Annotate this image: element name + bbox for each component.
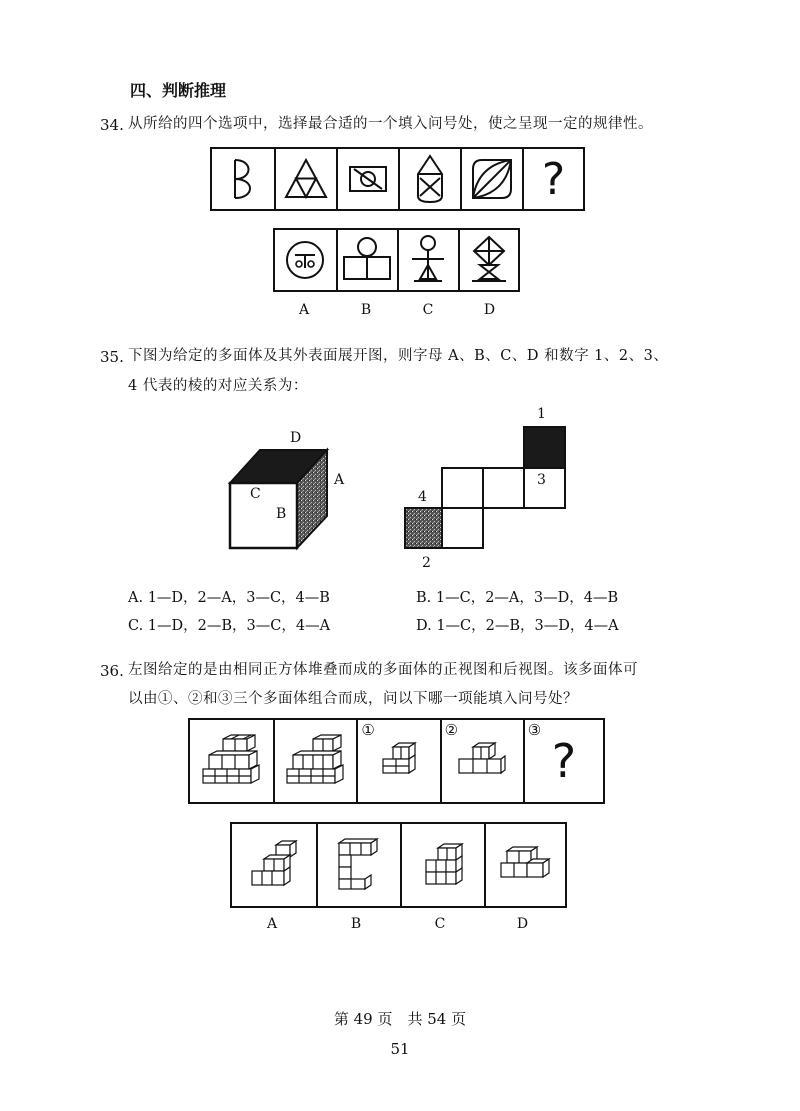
cube-label-c: C	[250, 486, 261, 502]
circle-on-boxes-icon	[340, 235, 394, 285]
cube-piece-icon	[377, 741, 421, 781]
net-label-2: 2	[422, 555, 431, 571]
q36-given-row	[188, 718, 605, 804]
option-label-b[interactable]: B	[350, 916, 362, 932]
cube-piece-icon	[497, 843, 555, 887]
q36-piece-2	[440, 720, 523, 802]
q34-figure-2	[274, 149, 336, 209]
question-mark: ?	[551, 734, 577, 788]
q35-answer-d[interactable]: D. 1—C，2—B，3—D，4—A	[416, 618, 619, 634]
option-label-b[interactable]: B	[360, 302, 372, 318]
q34-option-d-figure	[458, 230, 518, 290]
q35-answer-a[interactable]: A. 1—D，2—A，3—C，4—B	[128, 590, 330, 606]
q35-net-figure	[400, 423, 570, 553]
q35-text-line2: 4 代表的棱的对应关系为：	[128, 378, 308, 394]
cube-stack-icon	[199, 733, 265, 789]
q35-answer-b[interactable]: B. 1—C，2—A，3—D，4—B	[416, 590, 619, 606]
q34-option-labels	[273, 302, 520, 318]
cube-label-a: A	[334, 472, 345, 488]
q34-option-c-figure	[397, 230, 458, 290]
diamond-hourglass-icon	[466, 233, 512, 287]
gem-capsule-icon	[412, 152, 448, 206]
q36-number: 36.	[100, 662, 124, 680]
net-label-4: 4	[418, 489, 427, 505]
cube-piece-icon	[331, 837, 387, 893]
q36-front-view	[190, 720, 273, 802]
q34-question-cell	[522, 149, 583, 209]
q36-options-row	[230, 822, 567, 908]
option-label-c[interactable]: C	[434, 916, 446, 932]
option-label-d[interactable]: D	[516, 916, 529, 932]
section-title: 四、判断推理	[130, 81, 227, 100]
piece-mark-3: ③	[527, 721, 542, 739]
net-label-1: 1	[537, 406, 546, 422]
net-label-3: 3	[537, 472, 546, 488]
page-number: 51	[390, 1040, 410, 1058]
circle-anchor-icon	[283, 238, 327, 282]
option-label-a[interactable]: A	[298, 302, 310, 318]
option-label-d[interactable]: D	[483, 302, 496, 318]
q34-figure-5	[460, 149, 522, 209]
cube-label-d: D	[290, 430, 302, 446]
cube-piece-icon	[416, 840, 470, 890]
q34-number: 34.	[100, 116, 124, 134]
cube-label-b: B	[276, 506, 287, 522]
q36-question-cell	[523, 720, 603, 802]
q36-option-d-figure	[484, 824, 565, 906]
rect-circle-cross-icon	[344, 159, 392, 199]
q36-text-line2: 以由①、②和③三个多面体组合而成，问以下哪一项能填入问号处？	[128, 691, 578, 707]
q34-figure-3	[336, 149, 398, 209]
q36-option-labels	[230, 916, 567, 932]
cube-stack-icon	[283, 733, 349, 789]
triforce-triangle-icon	[282, 155, 330, 203]
q34-figure-1	[212, 149, 274, 209]
q35-answer-c[interactable]: C. 1—D，2—B，3—C，4—A	[128, 618, 331, 634]
q34-figure-4	[398, 149, 460, 209]
b-shape-icon	[223, 154, 263, 204]
piece-mark-1: ①	[361, 721, 375, 739]
q34-option-a-figure	[275, 230, 336, 290]
q35-cube-figure	[225, 428, 365, 558]
stick-figure-icon	[406, 233, 450, 287]
q35-text-line1: 下图为给定的多面体及其外表面展开图，则字母 A、B、C、D 和数字 1、2、3、	[128, 348, 669, 364]
q36-text-line1: 左图给定的是由相同正方体堆叠而成的多面体的正视图和后视图。该多面体可	[128, 662, 638, 678]
piece-mark-2: ②	[444, 721, 459, 739]
q34-option-b-figure	[336, 230, 397, 290]
q36-option-c-figure	[400, 824, 484, 906]
cube-piece-icon	[246, 839, 302, 891]
q35-number: 35.	[100, 348, 124, 366]
q36-back-view	[273, 720, 356, 802]
q36-option-b-figure	[316, 824, 400, 906]
question-mark: ?	[541, 153, 566, 205]
option-label-c[interactable]: C	[422, 302, 434, 318]
option-label-a[interactable]: A	[266, 916, 278, 932]
q34-sequence-row	[210, 147, 585, 211]
q36-piece-1	[356, 720, 439, 802]
q34-text: 从所给的四个选项中，选择最合适的一个填入问号处，使之呈现一定的规律性。	[128, 116, 653, 132]
square-arcs-icon	[468, 155, 516, 203]
page-info: 第 49 页 共 54 页	[333, 1010, 467, 1028]
q36-option-a-figure	[232, 824, 316, 906]
cube-piece-icon	[455, 741, 509, 781]
q34-options-row	[273, 228, 520, 292]
